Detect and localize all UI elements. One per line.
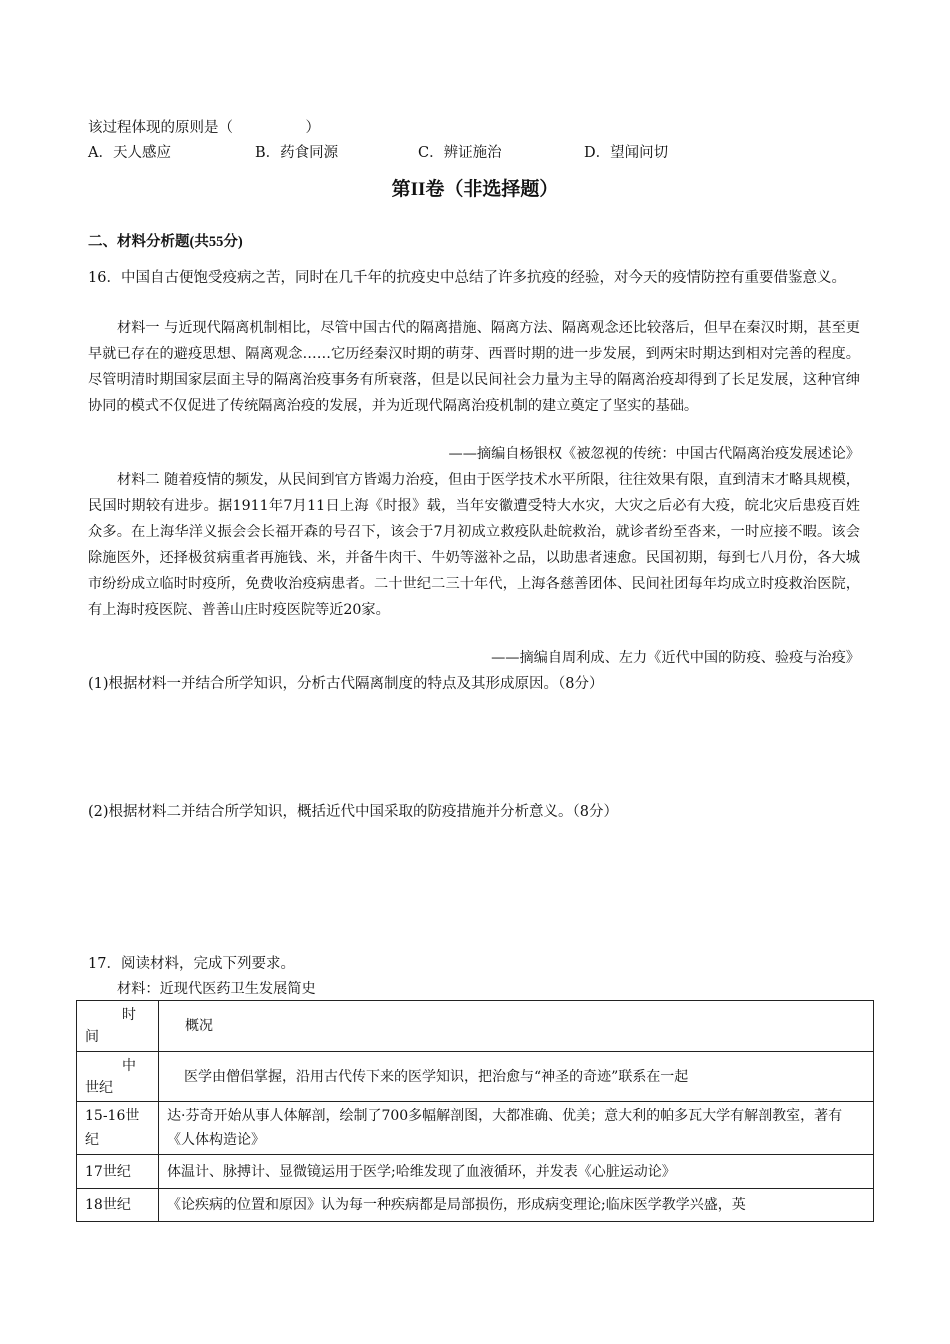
option-b[interactable]: B．药食同源 (255, 145, 339, 161)
table-row (77, 1189, 874, 1222)
option-d[interactable]: D．望闻问切 (584, 145, 669, 161)
option-a[interactable]: A．天人感应 (88, 145, 171, 161)
question-15-options (88, 140, 788, 166)
desc-cell: 《论疾病的位置和原因》认为每一种疾病都是局部损伤，形成病变理论;临床医学教学兴盛，英 (159, 1189, 874, 1222)
desc-cell: 达·芬奇开始从事人体解剖，绘制了700多幅解剖图，大都准确、优美；意大利的帕多瓦大学有解剖教室，著有《人体构造论》 (159, 1102, 874, 1155)
material-title: 材料：近现代医药卫生发展简史 (117, 981, 316, 997)
sub-question-2: (2)根据材料二并结合所学知识，概括近代中国采取的防疫措施并分析意义。（8分） (88, 804, 619, 820)
question-16-stem: 16．中国自古便饱受疫病之苦，同时在几千年的抗疫史中总结了许多抗疫的经验，对今天的疫情防控有重要借鉴意义。 (88, 270, 846, 286)
table-row (77, 1052, 874, 1102)
table-row (77, 1155, 874, 1189)
time-cell: 18世纪 (77, 1189, 159, 1222)
header-time-cell (77, 1001, 159, 1052)
desc-cell: 医学由僧侣掌握，沿用古代传下来的医学知识，把治愈与“神圣的奇迹”联系在一起 (159, 1052, 874, 1102)
part-title: 第II卷（非选择题） (391, 179, 559, 200)
time-top: 中 (122, 1057, 136, 1074)
material-one: 材料一 与近现代隔离机制相比，尽管中国古代的隔离措施、隔离方法、隔离观念还比较落后，但早在秦汉时期，甚至更早就已存在的避疫思想、隔离观念……它历经秦汉时期的萌芽、西晋时期的进一步发展，到两宋时期达到相对完善的程度。尽管明清时期国家层面主导的隔离治疫事务有所衰落，但是以民间社会力量为主导的隔离治疫却得到了长足发展，这种官绅协同的模式不仅促进了传统隔离治疫的发展，并为近现代隔离治疫机制的建立奠定了坚实的基础。 (88, 320, 860, 414)
question-17-stem: 17．阅读材料，完成下列要求。 (88, 956, 295, 972)
history-table (76, 1000, 874, 1222)
option-c[interactable]: C．辨证施治 (418, 145, 502, 161)
time-cell (77, 1052, 159, 1102)
section-heading: 二、材料分析题(共55分) (88, 234, 243, 250)
desc-cell: 体温计、脉搏计、显微镜运用于医学;哈维发现了血液循环，并发表《心脏运动论》 (159, 1155, 874, 1189)
time-cell: 15-16世纪 (77, 1102, 159, 1155)
header-time-top: 时 (122, 1007, 136, 1023)
table-row (77, 1102, 874, 1155)
question-15-stem: 该过程体现的原则是（ ） (88, 120, 320, 136)
header-desc-cell: 概况 (159, 1001, 874, 1052)
sub-question-1: (1)根据材料一并结合所学知识，分析古代隔离制度的特点及其形成原因。（8分） (88, 676, 604, 692)
table-header-row (77, 1001, 874, 1052)
material-two-source: ——摘编自周利成、左力《近代中国的防疫、验疫与治疫》 (491, 650, 860, 666)
time-bottom: 世纪 (85, 1079, 113, 1096)
time-cell: 17世纪 (77, 1155, 159, 1189)
material-one-source: ——摘编自杨银权《被忽视的传统：中国古代隔离治疫发展述论》 (448, 446, 860, 462)
material-two: 材料二 随着疫情的频发，从民间到官方皆竭力治疫，但由于医学技术水平所限，往往效果有限，直到清末才略具规模，民国时期较有进步。据1911年7月11日上海《时报》载，当年安徽遭受特大水灾，大灾之后必有大疫，皖北灾后患疫百姓众多。在上海华洋义振会会长福开森的号召下，该会于7月初成立救疫队赴皖救治，就诊者纷至沓来，一时应接不暇。该会除施医外，还择极贫病重者再施钱、米，并备牛肉干、牛奶等滋补之品，以助患者速愈。民国初期，每到七八月份，各大城市纷纷成立临时时疫所，免费收治疫病患者。二十世纪二三十年代，上海各慈善团体、民间社团每年均成立时疫救治医院，有上海时疫医院、普善山庄时疫医院等近20家。 (88, 472, 860, 618)
header-time-bottom: 间 (85, 1029, 99, 1045)
